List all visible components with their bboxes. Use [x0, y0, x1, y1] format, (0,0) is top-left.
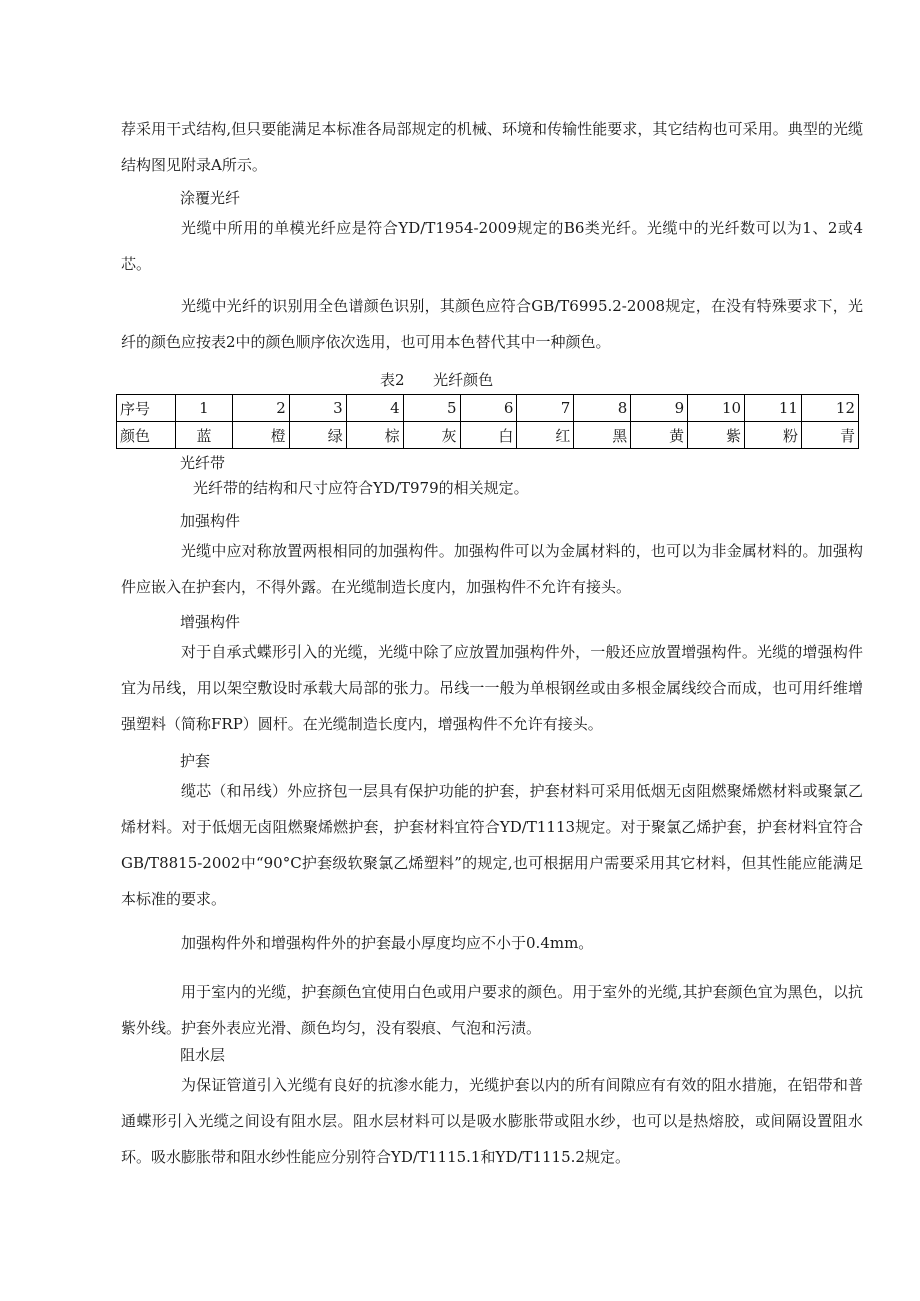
table-cell: 7: [517, 395, 574, 422]
table-cell: 4: [346, 395, 403, 422]
paragraph-fiber-ribbon: 光纤带的结构和尺寸应符合YD/T979的相关规定。: [193, 479, 529, 497]
table-cell: 10: [688, 395, 745, 422]
table-cell: 黄: [631, 422, 688, 449]
paragraph-sheath-color: 用于室内的光缆，护套颜色宜使用白色或用户要求的颜色。用于室外的光缆,其护套颜色宜为黑色，以抗紫外线。护套外表应光滑、颜色均匀，没有裂痕、气泡和污渍。: [121, 983, 863, 1037]
paragraph-fiber-identification: 光缆中光纤的识别用全色谱颜色识别，其颜色应符合GB/T6995.2-2008规定，在没有特殊要求下，光纤的颜色应按表2中的颜色顺序依次选用，也可用本色替代其中一种颜色。: [121, 297, 863, 351]
table-cell: 紫: [688, 422, 745, 449]
heading-reinforcing-member: 增强构件: [180, 613, 241, 631]
table-cell: 5: [403, 395, 460, 422]
paragraph-reinforcing-member: 对于自承式蝶形引入的光缆，光缆中除了应放置加强构件外，一般还应放置增强构件。光缆的增强构件宜为吊线，用以架空敷设时承载大局部的张力。吊线一一般为单根钢丝或由多根金属线绞合而成，也可用纤维增强塑料（简称FRP）圆杆。在光缆制造长度内，增强构件不允许有接头。: [121, 643, 863, 733]
heading-fiber-ribbon: 光纤带: [180, 454, 226, 472]
paragraph-sheath-material: 缆芯（和吊线）外应挤包一层具有保护功能的护套，护套材料可采用低烟无卤阻燃聚烯燃材料或聚氯乙烯材料。对于低烟无卤阻燃聚烯燃护套，护套材料宜符合YD/T1113规定。对于聚氯乙烯护套，护套材料宜符合GB/T8815-2002中“90°C护套级软聚氯乙烯塑料”的规定,也可根据用户需要采用其它材料，但其性能应能满足本标准的要求。: [121, 782, 863, 908]
table-row-number: [117, 395, 859, 422]
table-cell: 蓝: [176, 422, 233, 449]
table-cell: 1: [176, 395, 233, 422]
table-cell: 红: [517, 422, 574, 449]
table-row-color: [117, 422, 859, 449]
table-cell: 2: [232, 395, 289, 422]
table-cell: 白: [460, 422, 517, 449]
table-caption: 表2 光纤颜色: [380, 371, 494, 389]
heading-strength-member: 加强构件: [180, 512, 241, 530]
table-cell: 橙: [232, 422, 289, 449]
table-cell: 青: [801, 422, 858, 449]
table-cell: 粉: [745, 422, 802, 449]
heading-water-blocking: 阻水层: [180, 1046, 226, 1064]
heading-sheath: 护套: [180, 752, 211, 770]
table-cell: 绿: [289, 422, 346, 449]
heading-coated-fiber: 涂覆光纤: [180, 189, 241, 207]
paragraph-sheath-thickness: 加强构件外和增强构件外的护套最小厚度均应不小于0.4mm。: [181, 934, 594, 952]
table-cell: 12: [801, 395, 858, 422]
table-cell: 棕: [346, 422, 403, 449]
paragraph-water-blocking: 为保证管道引入光缆有良好的抗渗水能力，光缆护套以内的所有间隙应有有效的阻水措施，在铝带和普通蝶形引入光缆之间设有阻水层。阻水层材料可以是吸水膨胀带或阻水纱，也可以是热熔胶，或间隔设置阻水环。吸水膨胀带和阻水纱性能应分别符合YD/T1115.1和YD/T1115.2规定。: [121, 1076, 863, 1166]
table-cell: 11: [745, 395, 802, 422]
table-cell: 3: [289, 395, 346, 422]
table-cell: 序号: [117, 395, 176, 422]
table-cell: 颜色: [117, 422, 176, 449]
table-cell: 灰: [403, 422, 460, 449]
table-cell: 6: [460, 395, 517, 422]
table-cell: 8: [574, 395, 631, 422]
table-cell: 9: [631, 395, 688, 422]
table-cell: 黑: [574, 422, 631, 449]
paragraph-strength-member: 光缆中应对称放置两根相同的加强构件。加强构件可以为金属材料的，也可以为非金属材料的。加强构件应嵌入在护套内，不得外露。在光缆制造长度内，加强构件不允许有接头。: [121, 542, 863, 596]
paragraph-single-mode-fiber: 光缆中所用的单模光纤应是符合YD/T1954-2009规定的B6类光纤。光缆中的光纤数可以为1、2或4芯。: [121, 219, 863, 273]
fiber-color-table: [116, 394, 859, 449]
paragraph-structure-continued: 荐采用干式结构,但只要能满足本标准各局部规定的机械、环境和传输性能要求，其它结构也可采用。典型的光缆结构图见附录A所示。: [121, 120, 863, 174]
